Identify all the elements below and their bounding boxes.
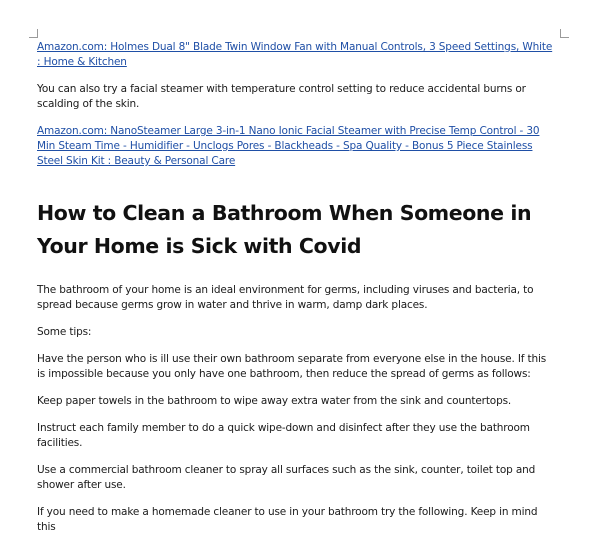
paragraph-homemade-cleaner: If you need to make a homemade cleaner to use in your bathroom try the following. Keep in mind this <box>37 506 538 533</box>
section-heading: How to Clean a Bathroom When Someone in Your Home is Sick with Covid <box>37 201 532 258</box>
paragraph-some-tips: Some tips: <box>37 326 92 338</box>
page-corner-mark-top-left <box>29 29 38 38</box>
page-corner-mark-top-right <box>560 29 569 38</box>
intro-paragraph: You can also try a facial steamer with temperature control setting to reduce accidental burns or scalding of the skin. <box>37 83 526 110</box>
paragraph-separate-bathroom: Have the person who is ill use their own bathroom separate from everyone else in the house. If this is impossible because you only have one bathroom, then reduce the spread of germs as follows: <box>37 353 547 380</box>
amazon-fan-link[interactable]: Amazon.com: Holmes Dual 8" Blade Twin Window Fan with Manual Controls, 3 Speed Settings, White : Home & Kitchen <box>37 41 553 68</box>
paragraph-paper-towels: Keep paper towels in the bathroom to wipe away extra water from the sink and countertops. <box>37 395 512 407</box>
paragraph-commercial-cleaner: Use a commercial bathroom cleaner to spray all surfaces such as the sink, counter, toilet top and shower after use. <box>37 464 536 491</box>
paragraph-wipe-down: Instruct each family member to do a quick wipe-down and disinfect after they use the bathroom facilities. <box>37 422 530 449</box>
amazon-steamer-link[interactable]: Amazon.com: NanoSteamer Large 3-in-1 Nano Ionic Facial Steamer with Precise Temp Control - 30 Min Steam Time - Humidifier - Unclogs Pores - Blackheads - Spa Quality - Bonus 5 Piece Stainless Steel Skin Kit : Beauty & Personal Care <box>37 125 540 167</box>
paragraph-bathroom-environment: The bathroom of your home is an ideal environment for germs, including viruses and bacteria, to spread because germs grow in water and thrive in warm, damp dark places. <box>37 284 534 311</box>
document-body <box>37 40 557 535</box>
